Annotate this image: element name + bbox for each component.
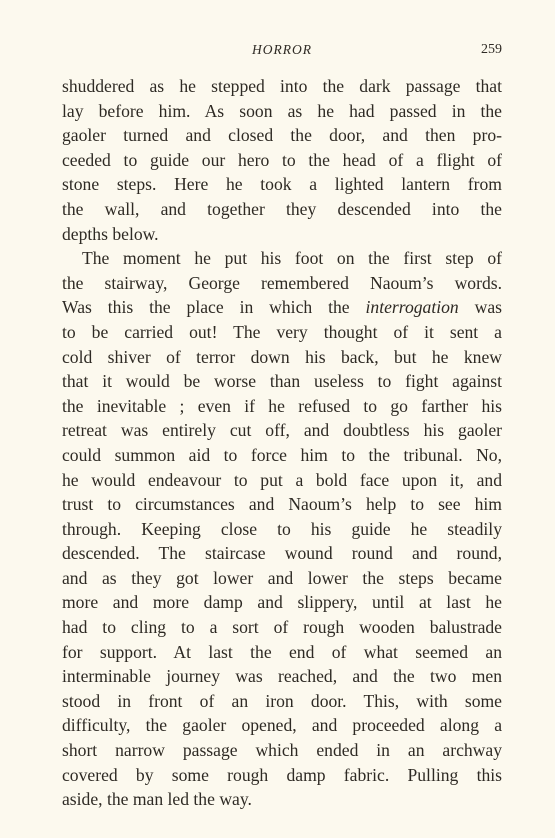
text-line: short narrow passage which ended in an archway — [62, 740, 502, 761]
text-line: lay before him. As soon as he had passed in the — [62, 100, 502, 121]
text-line: through. Keeping close to his guide he steadily — [62, 518, 502, 539]
text-line: interminable journey was reached, and the two men — [62, 666, 502, 687]
text-line: the wall, and together they descended into the — [62, 198, 502, 219]
text-line: descended. The staircase wound round and round, — [62, 543, 502, 564]
text-line — [62, 295, 502, 320]
text-line: difficulty, the gaoler opened, and proceeded along a — [62, 715, 502, 736]
text-line: shuddered as he stepped into the dark passage that — [62, 76, 502, 96]
text-line: had to cling to a sort of rough wooden balustrade — [62, 617, 502, 638]
body-text — [62, 74, 502, 812]
paragraph — [62, 246, 502, 812]
text-line: stood in front of an iron door. This, with some — [62, 690, 502, 711]
text-line: ceeded to guide our hero to the head of a flight of — [62, 149, 502, 170]
text-line: to be carried out! The very thought of it sent a — [62, 321, 502, 342]
text-line: The moment he put his foot on the first step of — [82, 248, 502, 269]
text-line: stone steps. Here he took a lighted lantern from — [62, 174, 502, 195]
paragraph — [62, 74, 502, 246]
text-line: retreat was entirely cut off, and doubtless his gaoler — [62, 420, 502, 441]
text-line: depths below. — [62, 223, 159, 244]
text-line: the stairway, George remembered Naoum’s words. — [62, 272, 502, 293]
text-line: gaoler turned and closed the door, and then pro- — [62, 125, 502, 146]
page-number: 259 — [481, 42, 502, 57]
text-line: and as they got lower and lower the steps became — [62, 567, 502, 588]
italic-word: interrogation — [365, 297, 459, 318]
text-line: trust to circumstances and Naoum’s help to see him — [62, 494, 502, 515]
text-line: more and more damp and slippery, until at last he — [62, 592, 502, 613]
text-line: cold shiver of terror down his back, but he knew — [62, 346, 502, 367]
running-head — [62, 42, 502, 62]
text-line: he would endeavour to put a bold face upon it, and — [62, 469, 502, 490]
running-title: HORROR — [252, 42, 312, 57]
text-line: could summon aid to force him to the tribunal. No, — [62, 444, 502, 465]
text-line: aside, the man led the way. — [62, 789, 252, 810]
text-line: for support. At last the end of what seemed an — [62, 641, 502, 662]
text-line: covered by some rough damp fabric. Pulling this — [62, 764, 502, 785]
text-line: the inevitable ; even if he refused to go farther his — [62, 395, 502, 416]
text-line: that it would be worse than useless to fight against — [62, 371, 502, 392]
text-run: was — [458, 297, 503, 318]
text-run: Was this the place in which the — [62, 297, 366, 318]
